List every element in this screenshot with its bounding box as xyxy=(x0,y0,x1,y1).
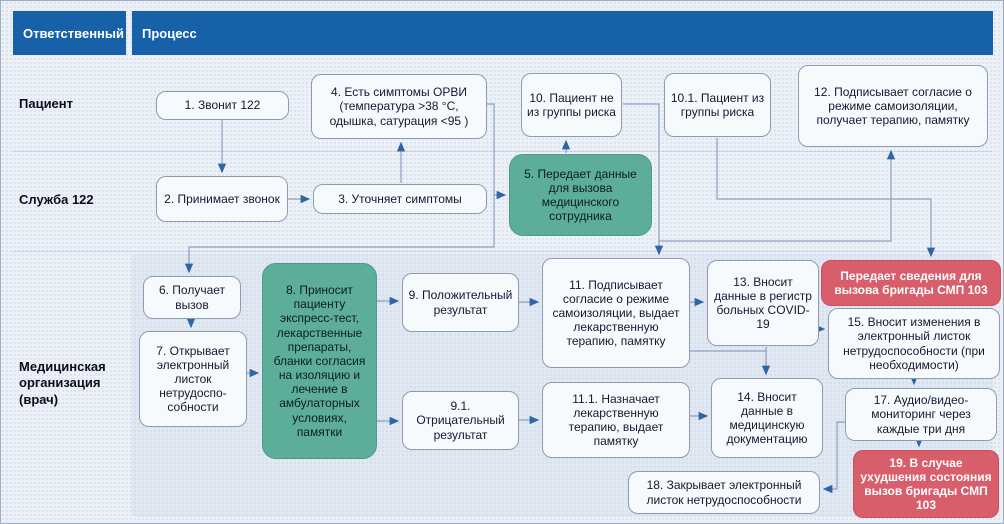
header-responsible-label: Ответственный xyxy=(23,25,124,41)
flow-node-n12: 12. Подписывает согласие о режиме самоизоляции, получает терапию, памятку xyxy=(798,65,988,147)
flow-node-n19: 19. В случае ухудшения состояния вызов бригады СМП 103 xyxy=(853,450,999,518)
flow-node-n6: 6. Получает вызов xyxy=(143,276,241,319)
flow-node-n11_1: 11.1. Назначает лекарственную терапию, выдает памятку xyxy=(542,382,690,458)
lane-label-service122: Служба 122 xyxy=(19,192,94,207)
flow-node-n9: 9. Положительный результат xyxy=(402,273,519,332)
flow-node-n4: 4. Есть симптомы ОРВИ (температура >38 °С, одышка, сатурация <95 ) xyxy=(311,74,487,139)
flow-node-n8: 8. Приносит пациенту экспресс-тест, лекарственные препараты, бланки согласия на изоляцию и лечение в амбулаторных условиях, памятки xyxy=(262,263,377,459)
flow-node-n13: 13. Вносит данные в регистр больных COVID-19 xyxy=(707,260,819,346)
flow-node-n7: 7. Открывает электронный листок нетрудоспо-собности xyxy=(139,331,247,427)
flow-edge xyxy=(824,422,845,489)
flow-node-n10_1: 10.1. Пациент из группы риска xyxy=(664,73,771,137)
header-process-label: Процесс xyxy=(142,25,197,41)
flow-node-n3: 3. Уточняет симптомы xyxy=(313,184,487,214)
flow-node-n2: 2. Принимает звонок xyxy=(156,176,288,222)
flow-node-n9_1: 9.1. Отрицательный результат xyxy=(402,391,519,450)
flow-node-n18: 18. Закрывает электронный листок нетрудоспособности xyxy=(628,471,820,514)
flow-node-n17: 17. Аудио/видео-мониторинг через каждые три дня xyxy=(845,388,997,441)
flow-edge xyxy=(659,151,891,241)
lane-label-medical-org: Медицинская организация (врач) xyxy=(19,359,106,407)
lane-label-patient: Пациент xyxy=(19,96,74,111)
flow-node-n11: 11. Подписывает согласие о режиме самоизоляции, выдает лекарственную терапию, памятку xyxy=(542,258,690,368)
flow-node-n10: 10. Пациент не из группы риска xyxy=(521,73,622,137)
flow-node-n1: 1. Звонит 122 xyxy=(156,91,289,120)
flow-edge xyxy=(717,138,931,256)
flow-node-red_transfer: Передает сведения для вызова бригады СМП 103 xyxy=(821,260,1001,306)
flow-node-n15: 15. Вносит изменения в электронный листок нетрудоспособности (при необходимости) xyxy=(828,308,1000,379)
flow-node-n5: 5. Передает данные для вызова медицинского сотрудника xyxy=(509,154,652,236)
flow-node-n14: 14. Вносит данные в медицинскую документацию xyxy=(711,378,823,458)
